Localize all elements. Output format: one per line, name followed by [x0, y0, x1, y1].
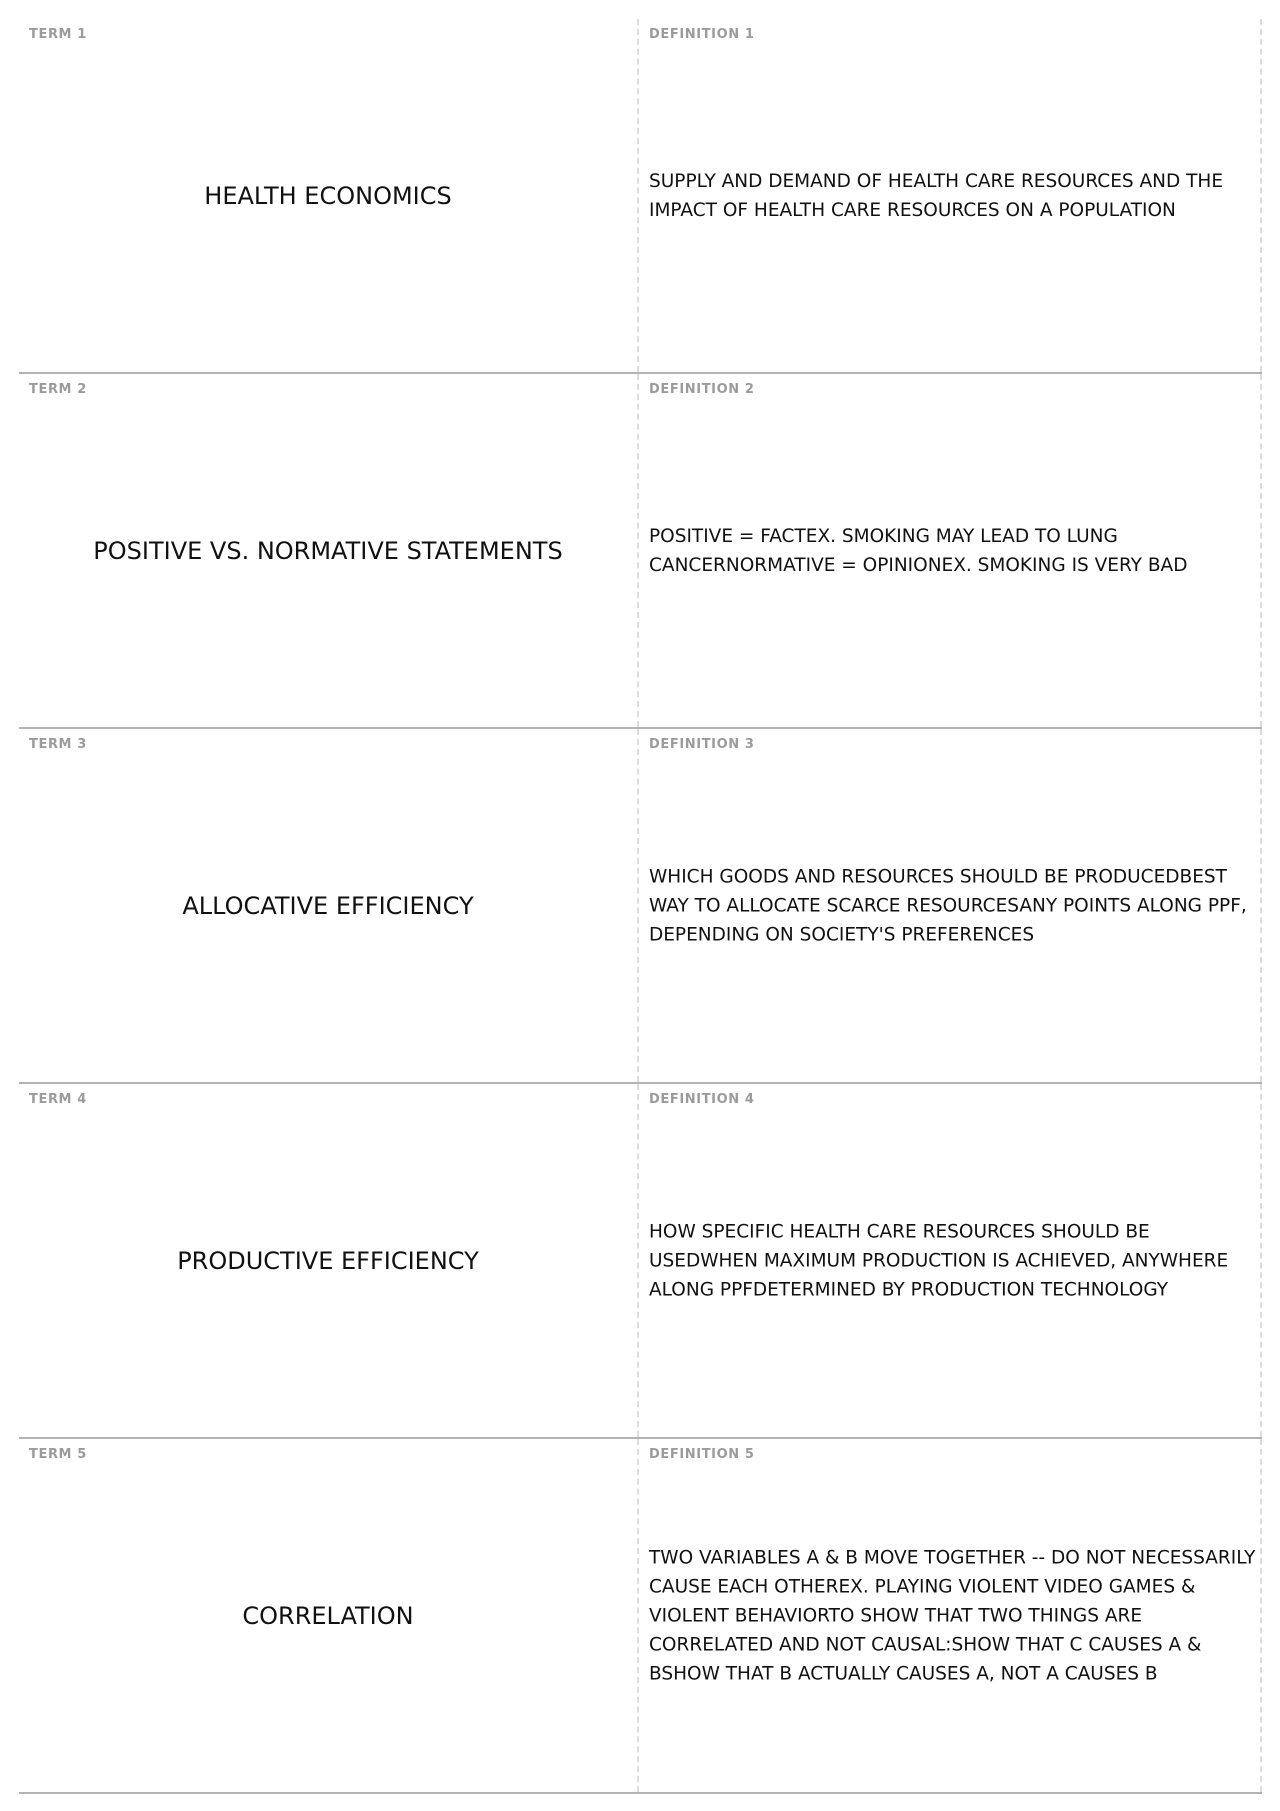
term-text: POSITIVE VS. NORMATIVE STATEMENTS — [93, 536, 563, 565]
definition-text: SUPPLY AND DEMAND OF HEALTH CARE RESOURCES AND THE IMPACT OF HEALTH CARE RESOURCES ON A POPULATION — [649, 170, 1224, 221]
term-label: TERM 1 — [29, 27, 87, 42]
definition-label: DEFINITION 2 — [649, 382, 755, 397]
term-label: TERM 4 — [29, 1092, 87, 1107]
term-cell — [19, 729, 639, 1082]
flashcard-row — [19, 1084, 1262, 1439]
flashcard-sheet — [19, 19, 1262, 1794]
term-label: TERM 2 — [29, 382, 87, 397]
definition-cell — [639, 19, 1262, 372]
definition-text: WHICH GOODS AND RESOURCES SHOULD BE PRODUCEDBEST WAY TO ALLOCATE SCARCE RESOURCESANY POINTS ALONG PPF, DEPENDING ON SOCIETY'S PREFERENCES — [649, 866, 1247, 945]
flashcard-row — [19, 374, 1262, 729]
definition-label: DEFINITION 1 — [649, 27, 755, 42]
definition-label: DEFINITION 5 — [649, 1447, 755, 1462]
term-label: TERM 3 — [29, 737, 87, 752]
flashcard-row — [19, 1439, 1262, 1794]
definition-cell — [639, 1439, 1262, 1792]
definition-cell — [639, 1084, 1262, 1437]
term-text: HEALTH ECONOMICS — [204, 181, 452, 210]
term-text: PRODUCTIVE EFFICIENCY — [177, 1246, 479, 1275]
term-label: TERM 5 — [29, 1447, 87, 1462]
term-text: ALLOCATIVE EFFICIENCY — [182, 891, 474, 920]
definition-text: HOW SPECIFIC HEALTH CARE RESOURCES SHOULD BE USEDWHEN MAXIMUM PRODUCTION IS ACHIEVED, ANYWHERE ALONG PPFDETERMINED BY PRODUCTION TECHNOLOGY — [649, 1221, 1229, 1300]
definition-cell — [639, 729, 1262, 1082]
term-cell — [19, 19, 639, 372]
term-cell — [19, 374, 639, 727]
definition-cell — [639, 374, 1262, 727]
flashcard-row — [19, 19, 1262, 374]
flashcard-row — [19, 729, 1262, 1084]
definition-label: DEFINITION 3 — [649, 737, 755, 752]
definition-text: TWO VARIABLES A & B MOVE TOGETHER -- DO NOT NECESSARILY CAUSE EACH OTHEREX. PLAYING VIOLENT VIDEO GAMES & VIOLENT BEHAVIORTO SHOW THAT TWO THINGS ARE CORRELATED AND NOT CAUSAL:SHOW THAT C CAUSES A & BSHOW THAT B ACTUALLY CAUSES A, NOT A CAUSES B — [649, 1547, 1256, 1684]
term-text: CORRELATION — [242, 1601, 414, 1630]
term-cell — [19, 1439, 639, 1792]
definition-label: DEFINITION 4 — [649, 1092, 755, 1107]
definition-text: POSITIVE = FACTEX. SMOKING MAY LEAD TO LUNG CANCERNORMATIVE = OPINIONEX. SMOKING IS VERY BAD — [649, 525, 1188, 576]
term-cell — [19, 1084, 639, 1437]
